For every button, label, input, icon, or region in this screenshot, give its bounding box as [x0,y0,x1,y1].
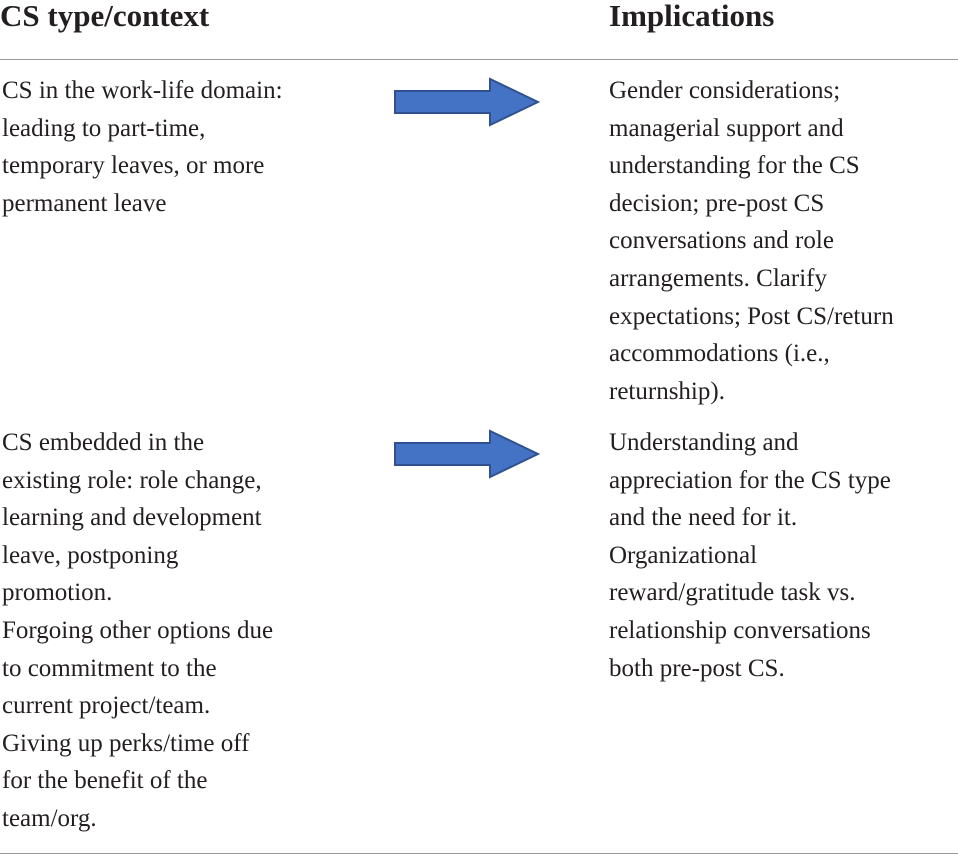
header-rule [0,59,958,60]
column-header-context: CS type/context [0,0,210,33]
right-arrow-icon [393,77,540,127]
column-header-implications: Implications [609,0,775,33]
context-cell: CS embedded in the existing role: role change, learning and development leave, postponing promotion. Forgoing other options due to commitment to the current project/team. Giving up perks/time off for the benefit of the team/org. [2,429,274,832]
implications-cell: Understanding and appreciation for the CS type and the need for it. Organizational reward/gratitude task vs. relationship conversations both pre-post CS. [609,429,891,682]
bottom-rule [0,853,958,854]
context-cell: CS in the work-life domain: leading to part-time, temporary leaves, or more permanent leave [2,77,283,217]
implications-cell: Gender considerations; managerial support and understanding for the CS decision; pre-post CS conversations and role arrangements. Clarify expectations; Post CS/return accommodations (i.e., returnship). [609,77,894,405]
right-arrow-icon [393,429,540,479]
table-header [0,0,958,60]
